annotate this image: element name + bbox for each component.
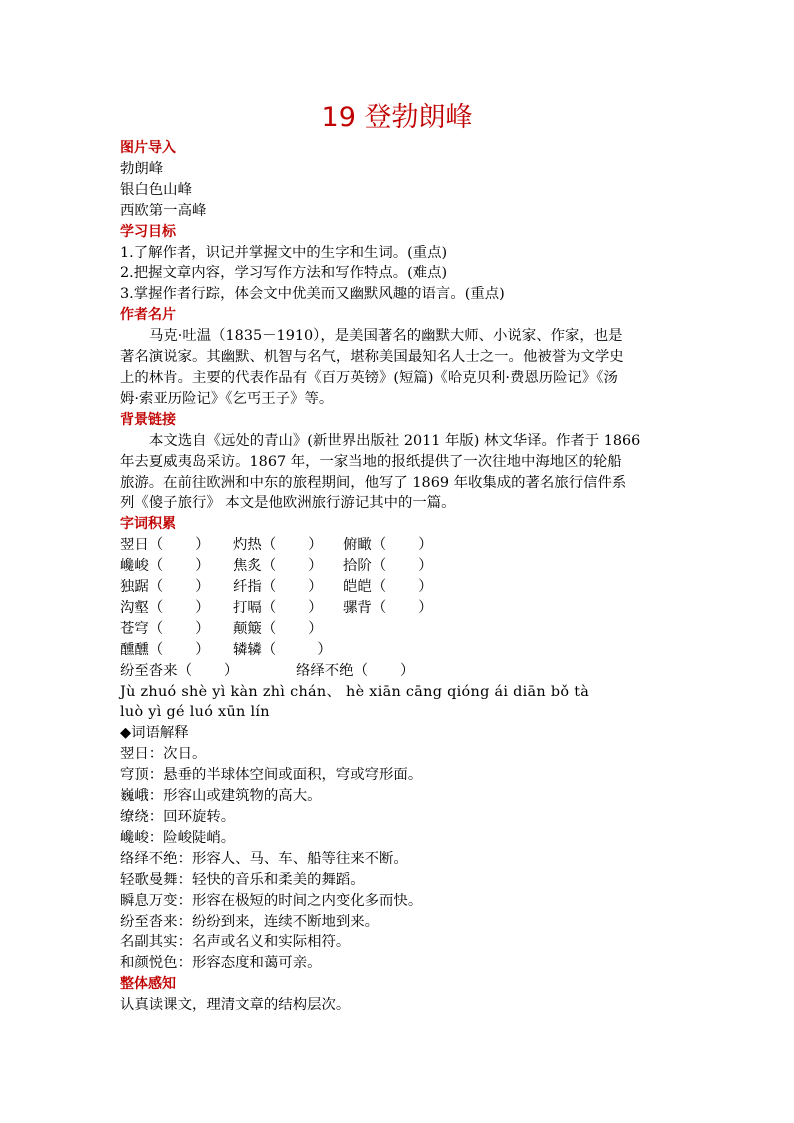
vocab-item: 颠簸（ ）: [233, 620, 323, 637]
text-line: 银白色山峰: [120, 181, 192, 198]
vocab-item: 拾阶（ ）: [343, 558, 433, 575]
vocab-item: 辚辚（ ）: [233, 641, 332, 658]
definition-item: 名副其实：名声或名义和实际相符。: [120, 934, 351, 951]
definition-item: 巍峨：形容山或建筑物的高大。: [120, 788, 322, 805]
document-body: [120, 138, 680, 1016]
page-title: 19 登勃朗峰: [321, 102, 473, 133]
goal-item: 2.把握文章内容，学习写作方法和写作特点。(难点): [120, 265, 448, 282]
section-heading-background: 背景链接: [120, 411, 176, 428]
vocab-item: 皑皑（ ）: [343, 579, 433, 596]
section-heading-pic-intro: 图片导入: [120, 140, 176, 156]
vocab-item: 骡背（ ）: [343, 599, 433, 616]
vocab-row: [120, 577, 680, 598]
definition-item: 穹顶：悬垂的半球体空间或面积，穹或穹形面。: [120, 767, 423, 784]
section-heading-author: 作者名片: [120, 307, 176, 324]
background-text-line: 列《傻子旅行》 本文是他欧洲旅行游记其中的一篇。: [120, 495, 456, 512]
author-text-line: 马克·吐温（1835－1910），是美国著名的幽默大师、小说家、作家，也是: [149, 328, 623, 345]
author-text-line: 姆·索亚历险记》《乞丐王子》等。: [120, 390, 334, 407]
background-text-line: 本文选自《远处的青山》(新世界出版社 2011 年版) 林文华译。作者于 1866: [149, 432, 641, 449]
vocab-item: 络绎不绝（ ）: [296, 662, 415, 679]
section-heading-vocab: 字词积累: [120, 516, 176, 533]
vocab-row: [120, 535, 680, 556]
definition-item: 轻歌曼舞：轻快的音乐和柔美的舞蹈。: [120, 871, 365, 888]
text-line: 西欧第一高峰: [120, 202, 207, 219]
vocab-item: 翌日（ ）: [120, 537, 210, 554]
vocab-row: [120, 556, 680, 577]
text-line: 认真读课文，理清文章的结构层次。: [120, 997, 351, 1014]
background-text-line: 年去夏威夷岛采访。1867 年，一家当地的报纸提供了一次往地中海地区的轮船: [120, 453, 622, 470]
vocab-item: 苍穹（ ）: [120, 620, 210, 637]
vocab-row: [120, 619, 680, 640]
vocab-row: [120, 598, 680, 619]
goal-item: 3.掌握作者行踪，体会文中优美而又幽默风趣的语言。(重点): [120, 286, 505, 303]
vocab-item: 独踞（ ）: [120, 579, 210, 596]
definitions-heading: ◆词语解释: [120, 725, 189, 742]
vocab-item: 焦炙（ ）: [233, 558, 323, 575]
definition-item: 巉峻：险峻陡峭。: [120, 829, 236, 846]
definition-item: 络绎不绝：形容人、马、车、船等往来不断。: [120, 850, 408, 867]
author-text-line: 上的林肯。主要的代表作品有《百万英镑》(短篇)《哈克贝利·费恩历险记》《汤: [120, 369, 618, 386]
definition-item: 和颜悦色：形容态度和蔼可亲。: [120, 955, 322, 972]
vocab-item: 巉峻（ ）: [120, 558, 210, 575]
section-heading-overall: 整体感知: [120, 976, 176, 993]
background-text-line: 旅游。在前往欧洲和中东的旅程期间，他写了 1869 年收集成的著名旅行信件系: [120, 474, 627, 491]
vocab-row: [120, 661, 680, 682]
pinyin-line: luò yì gé luó xūn lín: [120, 704, 270, 721]
vocab-row: [120, 640, 680, 661]
vocab-item: 醺醺（ ）: [120, 641, 210, 658]
goal-item: 1.了解作者，识记并掌握文中的生字和生词。(重点): [120, 244, 448, 261]
vocab-item: 沟壑（ ）: [120, 599, 210, 616]
vocab-item: 纤指（ ）: [233, 579, 323, 596]
section-heading-goals: 学习目标: [120, 223, 176, 240]
author-text-line: 著名演说家。其幽默、机智与名气，堪称美国最知名人士之一。他被誉为文学史: [120, 349, 624, 366]
vocab-item: 俯瞰（ ）: [343, 537, 433, 554]
definition-item: 瞬息万变：形容在极短的时间之内变化多而快。: [120, 892, 423, 909]
vocab-item: 灼热（ ）: [233, 537, 323, 554]
definition-item: 纷至沓来：纷纷到来，连续不断地到来。: [120, 913, 380, 930]
vocab-item: 纷至沓来（ ）: [120, 662, 239, 679]
text-line: 勃朗峰: [120, 160, 164, 177]
definition-item: 缭绕：回环旋转。: [120, 809, 236, 825]
vocab-item: 打嗝（ ）: [233, 599, 323, 616]
definition-item: 翌日：次日。: [120, 746, 207, 763]
pinyin-line: Jù zhuó shè yì kàn zhì chán、 hè xiān cāng qióng ái diān bǒ tà: [120, 683, 590, 700]
